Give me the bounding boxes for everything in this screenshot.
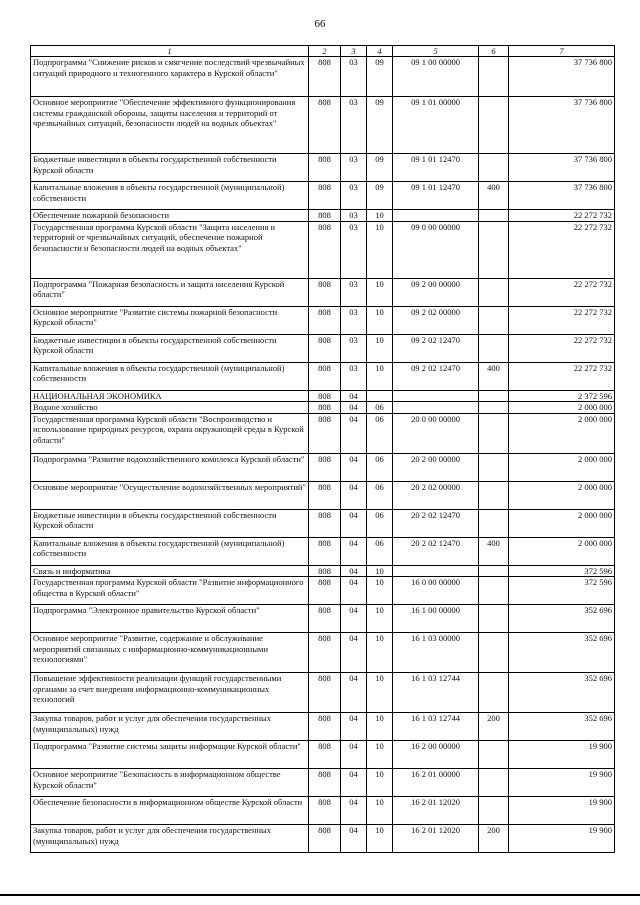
row-code-cell: 808 <box>309 362 341 390</box>
table-row <box>31 509 615 537</box>
row-code-cell: 808 <box>309 210 341 222</box>
row-subsection-cell: 10 <box>367 210 393 222</box>
row-name-cell: Государственная программа Курской области "Защита населения и территорий от чрезвычайных ситуаций, обеспечение пожарной безопасности и безопасности людей на водных объектах" <box>31 221 309 278</box>
row-name-cell: Подпрограмма "Снижение рисков и смягчение последствий чрезвычайных ситуаций природного и техногенного характера в Курской области" <box>31 57 309 97</box>
row-section-cell: 03 <box>341 278 367 306</box>
table-row <box>31 97 615 154</box>
header-cell: 7 <box>509 46 615 57</box>
row-name-cell: Государственная программа Курской области "Воспроизводство и использование природных ресурсов, охрана окружающей среды в Курской области" <box>31 413 309 453</box>
row-expense-type-cell <box>479 154 509 182</box>
row-amount-cell: 37 736 800 <box>509 57 615 97</box>
row-expense-type-cell <box>479 565 509 577</box>
row-expense-type-cell: 200 <box>479 713 509 741</box>
row-section-cell: 03 <box>341 221 367 278</box>
row-section-cell: 03 <box>341 97 367 154</box>
header-cell: 2 <box>309 46 341 57</box>
row-code-cell: 808 <box>309 413 341 453</box>
row-code-cell: 808 <box>309 509 341 537</box>
page-number: 66 <box>314 18 326 30</box>
row-subsection-cell: 06 <box>367 509 393 537</box>
row-code-cell: 808 <box>309 390 341 402</box>
row-name-cell: Подпрограмма "Развитие водохозяйственного комплекса Курской области" <box>31 453 309 481</box>
row-name-cell: Бюджетные инвестиции в объекты государственной собственности Курской области <box>31 509 309 537</box>
row-subsection-cell: 10 <box>367 306 393 334</box>
row-section-cell: 04 <box>341 673 367 713</box>
row-target-article-cell <box>393 210 479 222</box>
row-target-article-cell <box>393 402 479 414</box>
row-amount-cell: 2 000 000 <box>509 413 615 453</box>
row-code-cell: 808 <box>309 577 341 605</box>
row-section-cell: 04 <box>341 605 367 633</box>
row-subsection-cell: 10 <box>367 633 393 673</box>
row-subsection-cell: 06 <box>367 481 393 509</box>
row-expense-type-cell <box>479 97 509 154</box>
row-name-cell: Подпрограмма "Развитие системы защиты информации Курской области" <box>31 741 309 769</box>
row-section-cell: 04 <box>341 390 367 402</box>
row-target-article-cell: 09 1 01 12470 <box>393 182 479 210</box>
row-section-cell: 04 <box>341 481 367 509</box>
row-amount-cell: 22 272 732 <box>509 210 615 222</box>
header-cell: 3 <box>341 46 367 57</box>
row-target-article-cell: 09 1 01 12470 <box>393 154 479 182</box>
row-amount-cell: 19 900 <box>509 797 615 825</box>
row-section-cell: 03 <box>341 57 367 97</box>
row-section-cell: 03 <box>341 182 367 210</box>
table-row <box>31 713 615 741</box>
row-code-cell: 808 <box>309 278 341 306</box>
table-row <box>31 221 615 278</box>
row-subsection-cell: 06 <box>367 537 393 565</box>
table-row <box>31 769 615 797</box>
row-subsection-cell: 10 <box>367 741 393 769</box>
row-section-cell: 03 <box>341 362 367 390</box>
row-section-cell: 04 <box>341 825 367 853</box>
row-amount-cell: 19 900 <box>509 741 615 769</box>
row-target-article-cell: 16 1 00 00000 <box>393 605 479 633</box>
table-row <box>31 481 615 509</box>
row-name-cell: Обеспечение пожарной безопасности <box>31 210 309 222</box>
row-target-article-cell: 16 0 00 00000 <box>393 577 479 605</box>
row-code-cell: 808 <box>309 797 341 825</box>
row-section-cell: 04 <box>341 402 367 414</box>
row-expense-type-cell <box>479 390 509 402</box>
row-expense-type-cell <box>479 741 509 769</box>
row-code-cell: 808 <box>309 713 341 741</box>
row-subsection-cell: 06 <box>367 413 393 453</box>
table-row <box>31 565 615 577</box>
table-row <box>31 577 615 605</box>
page-bottom-rule <box>0 894 640 896</box>
row-subsection-cell: 10 <box>367 362 393 390</box>
row-code-cell: 808 <box>309 306 341 334</box>
row-target-article-cell: 09 2 02 12470 <box>393 362 479 390</box>
row-subsection-cell: 10 <box>367 713 393 741</box>
row-expense-type-cell <box>479 221 509 278</box>
row-subsection-cell: 09 <box>367 154 393 182</box>
row-amount-cell: 22 272 732 <box>509 362 615 390</box>
row-section-cell: 04 <box>341 453 367 481</box>
row-name-cell: Основное мероприятие "Развитие, содержание и обслуживание мероприятий связанных с информационно-коммуникационными технологиями" <box>31 633 309 673</box>
row-target-article-cell: 16 2 01 12020 <box>393 825 479 853</box>
row-amount-cell: 352 696 <box>509 605 615 633</box>
row-expense-type-cell <box>479 633 509 673</box>
row-name-cell: Капитальные вложения в объекты государственной (муниципальной) собственности <box>31 362 309 390</box>
row-expense-type-cell <box>479 334 509 362</box>
row-name-cell: Основное мероприятие "Безопасность в информационном обществе Курской области" <box>31 769 309 797</box>
row-subsection-cell: 06 <box>367 453 393 481</box>
row-name-cell: Подпрограмма "Пожарная безопасность и защита населения Курской области" <box>31 278 309 306</box>
row-code-cell: 808 <box>309 57 341 97</box>
budget-table <box>30 45 615 853</box>
row-subsection-cell: 10 <box>367 797 393 825</box>
row-section-cell: 04 <box>341 413 367 453</box>
row-amount-cell: 22 272 732 <box>509 221 615 278</box>
row-subsection-cell: 09 <box>367 57 393 97</box>
table-row <box>31 57 615 97</box>
row-subsection-cell: 10 <box>367 221 393 278</box>
row-target-article-cell: 09 0 00 00000 <box>393 221 479 278</box>
row-name-cell: Подпрограмма "Электронное правительство Курской области" <box>31 605 309 633</box>
row-name-cell: Капитальные вложения в объекты государственной (муниципальной) собственности <box>31 182 309 210</box>
row-name-cell: Основное мероприятие "Осуществление водохозяйственных мероприятий" <box>31 481 309 509</box>
row-name-cell: Государственная программа Курской области "Развитие информационного общества в Курской области" <box>31 577 309 605</box>
row-expense-type-cell: 400 <box>479 537 509 565</box>
row-amount-cell: 372 596 <box>509 577 615 605</box>
row-amount-cell: 2 000 000 <box>509 481 615 509</box>
row-code-cell: 808 <box>309 673 341 713</box>
table-row <box>31 390 615 402</box>
row-expense-type-cell <box>479 509 509 537</box>
row-expense-type-cell <box>479 605 509 633</box>
header-cell: 1 <box>31 46 309 57</box>
row-name-cell: Обеспечение безопасности в информационном обществе Курской области <box>31 797 309 825</box>
row-amount-cell: 352 696 <box>509 673 615 713</box>
row-section-cell: 03 <box>341 334 367 362</box>
table-row <box>31 605 615 633</box>
header-cell: 6 <box>479 46 509 57</box>
row-name-cell: Связь и информатика <box>31 565 309 577</box>
table-row <box>31 537 615 565</box>
row-target-article-cell: 16 2 01 00000 <box>393 769 479 797</box>
row-target-article-cell <box>393 390 479 402</box>
row-target-article-cell: 16 1 03 12744 <box>393 713 479 741</box>
row-target-article-cell: 16 1 03 12744 <box>393 673 479 713</box>
row-amount-cell: 19 900 <box>509 769 615 797</box>
row-subsection-cell: 10 <box>367 334 393 362</box>
table-row <box>31 797 615 825</box>
row-section-cell: 04 <box>341 537 367 565</box>
row-expense-type-cell <box>479 673 509 713</box>
row-code-cell: 808 <box>309 565 341 577</box>
table-row <box>31 825 615 853</box>
row-code-cell: 808 <box>309 741 341 769</box>
table-row <box>31 453 615 481</box>
row-section-cell: 03 <box>341 210 367 222</box>
row-code-cell: 808 <box>309 402 341 414</box>
row-subsection-cell: 10 <box>367 769 393 797</box>
row-name-cell: Повышение эффективности реализации функций государственными органами за счет внедрения информационно-коммуникационных технологий <box>31 673 309 713</box>
row-code-cell: 808 <box>309 769 341 797</box>
row-subsection-cell: 10 <box>367 577 393 605</box>
row-subsection-cell: 10 <box>367 565 393 577</box>
table-header-row <box>31 46 615 57</box>
row-subsection-cell: 10 <box>367 278 393 306</box>
row-name-cell: Закупка товаров, работ и услуг для обеспечения государственных (муниципальных) нужд <box>31 713 309 741</box>
row-target-article-cell: 09 1 00 00000 <box>393 57 479 97</box>
row-subsection-cell: 10 <box>367 605 393 633</box>
row-code-cell: 808 <box>309 221 341 278</box>
table-row <box>31 154 615 182</box>
table-row <box>31 741 615 769</box>
row-expense-type-cell <box>479 278 509 306</box>
row-target-article-cell: 09 1 01 00000 <box>393 97 479 154</box>
row-amount-cell: 352 696 <box>509 633 615 673</box>
row-section-cell: 04 <box>341 565 367 577</box>
table-row <box>31 413 615 453</box>
row-amount-cell: 2 372 596 <box>509 390 615 402</box>
table-row <box>31 306 615 334</box>
row-target-article-cell: 20 2 00 00000 <box>393 453 479 481</box>
row-section-cell: 04 <box>341 769 367 797</box>
row-section-cell: 03 <box>341 306 367 334</box>
row-expense-type-cell <box>479 797 509 825</box>
row-expense-type-cell <box>479 413 509 453</box>
row-code-cell: 808 <box>309 97 341 154</box>
row-code-cell: 808 <box>309 453 341 481</box>
row-name-cell: Водное хозяйство <box>31 402 309 414</box>
row-amount-cell: 2 000 000 <box>509 453 615 481</box>
row-target-article-cell: 20 2 02 00000 <box>393 481 479 509</box>
row-expense-type-cell <box>479 453 509 481</box>
row-expense-type-cell <box>479 577 509 605</box>
row-amount-cell: 2 000 000 <box>509 537 615 565</box>
row-target-article-cell: 16 2 00 00000 <box>393 741 479 769</box>
table-row <box>31 402 615 414</box>
row-subsection-cell: 09 <box>367 97 393 154</box>
row-target-article-cell: 20 2 02 12470 <box>393 509 479 537</box>
row-section-cell: 04 <box>341 509 367 537</box>
row-expense-type-cell <box>479 402 509 414</box>
row-subsection-cell: 10 <box>367 825 393 853</box>
row-amount-cell: 352 696 <box>509 713 615 741</box>
header-cell: 4 <box>367 46 393 57</box>
row-target-article-cell <box>393 565 479 577</box>
table-row <box>31 673 615 713</box>
row-expense-type-cell: 400 <box>479 362 509 390</box>
row-subsection-cell: 10 <box>367 673 393 713</box>
row-code-cell: 808 <box>309 537 341 565</box>
row-amount-cell: 2 000 000 <box>509 402 615 414</box>
row-section-cell: 03 <box>341 154 367 182</box>
row-name-cell: Закупка товаров, работ и услуг для обеспечения государственных (муниципальных) нужд <box>31 825 309 853</box>
row-amount-cell: 372 596 <box>509 565 615 577</box>
row-subsection-cell: 06 <box>367 402 393 414</box>
table-row <box>31 182 615 210</box>
table-row <box>31 633 615 673</box>
row-target-article-cell: 20 2 02 12470 <box>393 537 479 565</box>
row-target-article-cell: 09 2 00 00000 <box>393 278 479 306</box>
row-section-cell: 04 <box>341 741 367 769</box>
row-amount-cell: 22 272 732 <box>509 334 615 362</box>
table-row <box>31 362 615 390</box>
row-name-cell: Основное мероприятие "Развитие системы пожарной безопасности Курской области" <box>31 306 309 334</box>
table-row <box>31 334 615 362</box>
row-code-cell: 808 <box>309 605 341 633</box>
row-section-cell: 04 <box>341 633 367 673</box>
row-amount-cell: 37 736 800 <box>509 154 615 182</box>
row-code-cell: 808 <box>309 633 341 673</box>
row-target-article-cell: 09 2 02 00000 <box>393 306 479 334</box>
row-amount-cell: 22 272 732 <box>509 278 615 306</box>
row-expense-type-cell <box>479 481 509 509</box>
row-section-cell: 04 <box>341 577 367 605</box>
table-row <box>31 278 615 306</box>
row-code-cell: 808 <box>309 825 341 853</box>
row-expense-type-cell <box>479 210 509 222</box>
row-subsection-cell <box>367 390 393 402</box>
row-amount-cell: 19 900 <box>509 825 615 853</box>
row-code-cell: 808 <box>309 182 341 210</box>
row-target-article-cell: 09 2 02 12470 <box>393 334 479 362</box>
row-target-article-cell: 16 1 03 00000 <box>393 633 479 673</box>
row-expense-type-cell <box>479 306 509 334</box>
row-name-cell: Капитальные вложения в объекты государственной (муниципальной) собственности <box>31 537 309 565</box>
row-code-cell: 808 <box>309 334 341 362</box>
row-amount-cell: 2 000 000 <box>509 509 615 537</box>
row-code-cell: 808 <box>309 481 341 509</box>
row-name-cell: Основное мероприятие "Обеспечение эффективного функционирования системы гражданской обороны, защиты населения и территорий от чрезвычайных ситуаций, безопасности людей на водных объектах" <box>31 97 309 154</box>
row-expense-type-cell: 200 <box>479 825 509 853</box>
row-expense-type-cell <box>479 769 509 797</box>
row-name-cell: НАЦИОНАЛЬНАЯ ЭКОНОМИКА <box>31 390 309 402</box>
row-amount-cell: 37 736 800 <box>509 97 615 154</box>
row-code-cell: 808 <box>309 154 341 182</box>
row-subsection-cell: 09 <box>367 182 393 210</box>
row-target-article-cell: 20 0 00 00000 <box>393 413 479 453</box>
row-expense-type-cell <box>479 57 509 97</box>
row-section-cell: 04 <box>341 797 367 825</box>
row-expense-type-cell: 400 <box>479 182 509 210</box>
table-row <box>31 210 615 222</box>
row-amount-cell: 37 736 800 <box>509 182 615 210</box>
row-name-cell: Бюджетные инвестиции в объекты государственной собственности Курской области <box>31 334 309 362</box>
row-target-article-cell: 16 2 01 12020 <box>393 797 479 825</box>
header-cell: 5 <box>393 46 479 57</box>
row-section-cell: 04 <box>341 713 367 741</box>
row-name-cell: Бюджетные инвестиции в объекты государственной собственности Курской области <box>31 154 309 182</box>
row-amount-cell: 22 272 732 <box>509 306 615 334</box>
